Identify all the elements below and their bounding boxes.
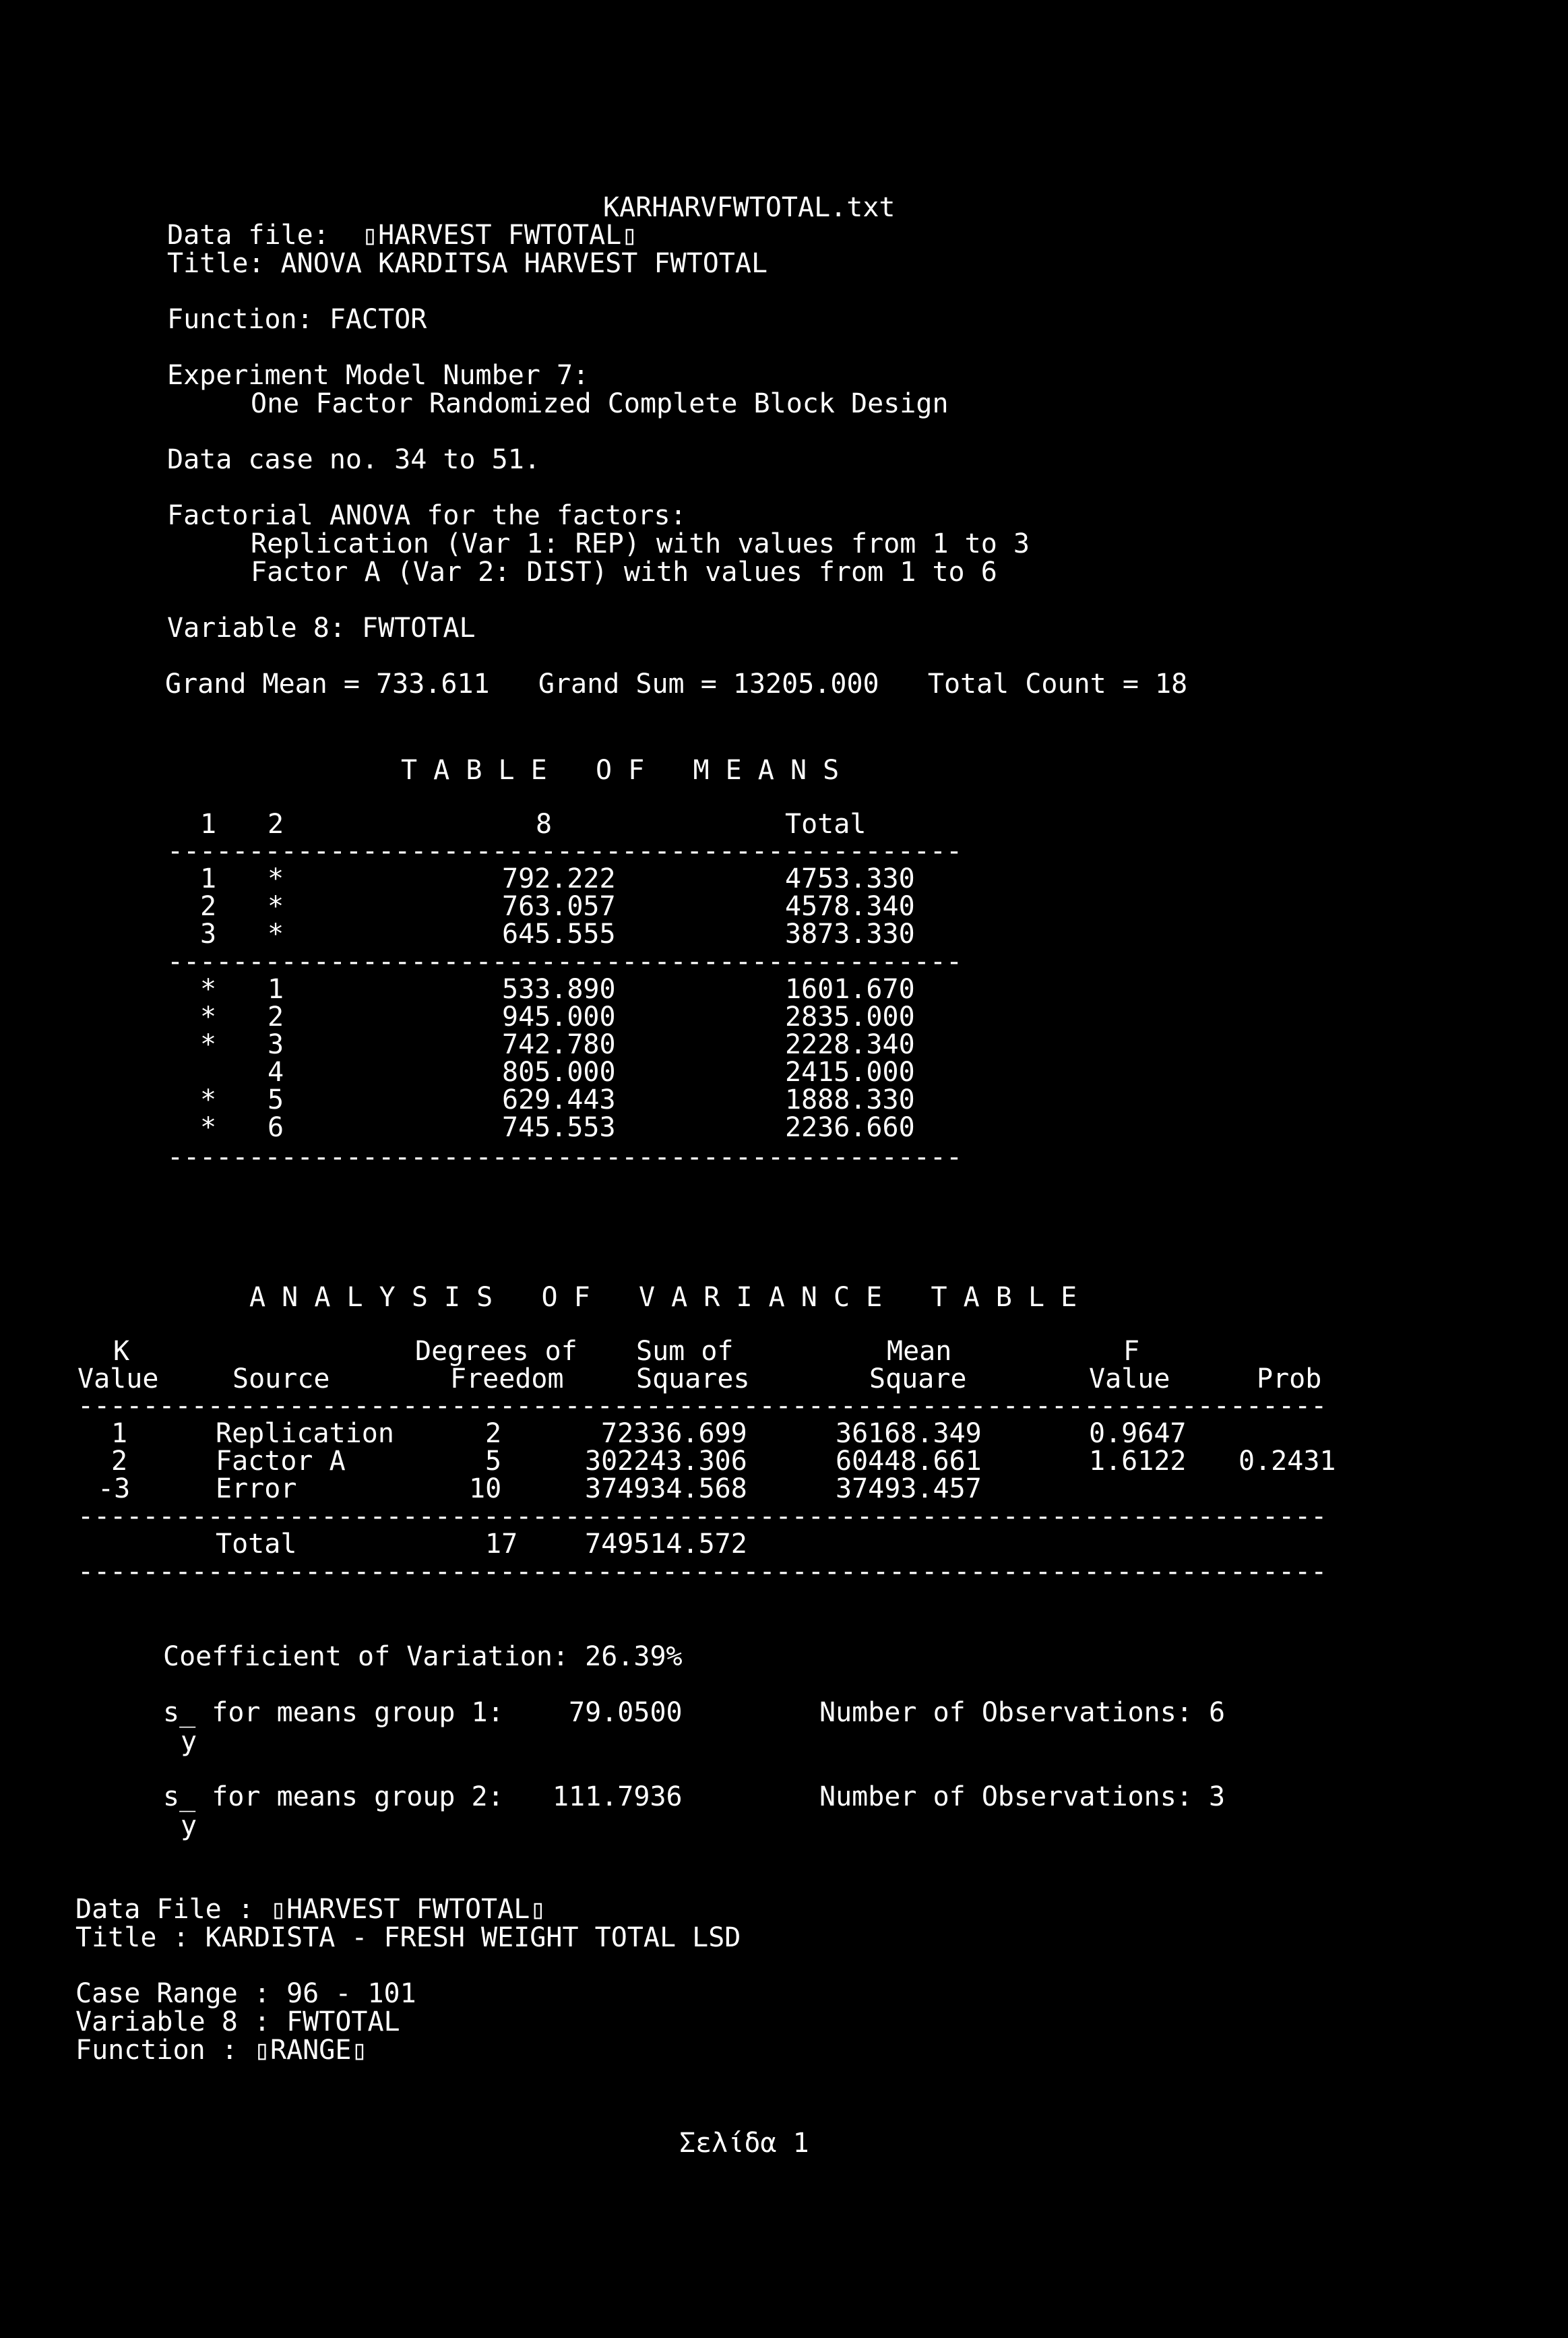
means-cell: 4 (268, 1057, 284, 1088)
means-cell: 3 (200, 919, 217, 950)
footer-case-range: Case Range : 96 - 101 (75, 1978, 416, 2009)
anova-total-df: 17 (485, 1529, 518, 1560)
means-cell: 2 (268, 1002, 284, 1033)
obs-group-2: Number of Observations: 3 (819, 1781, 1226, 1812)
anova-total-label: Total (216, 1529, 297, 1560)
anova-table-title: A N A L Y S I S O F V A R I A N C E T A B L E (249, 1282, 1077, 1313)
data-file-line: Data file: ▯HARVEST FWTOTAL▯ (167, 220, 638, 251)
s-group-1: s_ for means group 1: 79.0500 (163, 1697, 683, 1728)
means-cell: * (200, 974, 217, 1005)
means-cell: 2228.340 (785, 1029, 915, 1060)
means-col-1: 1 (200, 809, 217, 840)
anova-total-ss: 749514.572 (585, 1529, 747, 1560)
means-cell: * (200, 1112, 217, 1143)
anova-header-value: Value (77, 1363, 159, 1394)
anova-cell: 5 (485, 1446, 502, 1477)
anova-header-square: Square (869, 1363, 967, 1394)
means-cell: 1 (200, 863, 217, 894)
footer-function: Function : ▯RANGE▯ (75, 2035, 368, 2066)
divider: ------------------------------------------------- (167, 946, 963, 977)
means-col-2: 2 (268, 809, 284, 840)
means-cell: 629.443 (502, 1084, 616, 1115)
anova-cell: 72336.699 (601, 1418, 747, 1449)
factor-1-line: Replication (Var 1: REP) with values from 1 to 3 (251, 528, 1030, 559)
anova-cell: Error (216, 1473, 297, 1504)
anova-header-mean: Mean (887, 1336, 952, 1367)
obs-group-1: Number of Observations: 6 (819, 1697, 1226, 1728)
anova-cell: 10 (469, 1473, 502, 1504)
anova-cell: 1.6122 (1089, 1446, 1187, 1477)
anova-header-squares: Squares (636, 1363, 750, 1394)
divider: ----------------------------------------------------------------------------- (77, 1556, 1327, 1587)
means-cell: * (200, 1029, 217, 1060)
grand-stats-line: Grand Mean = 733.611 Grand Sum = 13205.000 Total Count = 18 (165, 669, 1188, 700)
divider: ------------------------------------------------- (167, 1142, 963, 1173)
means-cell: 3 (268, 1029, 284, 1060)
case-line: Data case no. 34 to 51. (167, 444, 540, 475)
factorial-line: Factorial ANOVA for the factors: (167, 500, 687, 531)
means-cell: 1888.330 (785, 1084, 915, 1115)
means-cell: * (268, 863, 284, 894)
filename-heading: KARHARVFWTOTAL.txt (603, 192, 896, 223)
anova-cell: 37493.457 (836, 1473, 982, 1504)
subscript-y-2: y (181, 1810, 197, 1841)
footer-data-file: Data File : ▯HARVEST FWTOTAL▯ (75, 1894, 546, 1925)
means-col-total: Total (785, 809, 867, 840)
model-line: Experiment Model Number 7: (167, 360, 590, 391)
means-cell: 1601.670 (785, 974, 915, 1005)
divider: ----------------------------------------------------------------------------- (77, 1390, 1327, 1421)
anova-cell: -3 (98, 1473, 131, 1504)
anova-header-freedom: Freedom (450, 1363, 564, 1394)
means-cell: 2835.000 (785, 1002, 915, 1033)
means-cell: 2 (200, 891, 217, 922)
divider: ----------------------------------------------------------------------------- (77, 1501, 1327, 1532)
means-cell: * (200, 1002, 217, 1033)
means-col-8: 8 (536, 809, 553, 840)
anova-cell: Replication (216, 1418, 394, 1449)
means-cell: 2415.000 (785, 1057, 915, 1088)
anova-header-f: F (1123, 1336, 1140, 1367)
divider: ------------------------------------------------- (167, 836, 963, 867)
anova-cell: 60448.661 (836, 1446, 982, 1477)
factor-2-line: Factor A (Var 2: DIST) with values from 1 to 6 (251, 557, 997, 588)
anova-cell: 1 (111, 1418, 128, 1449)
anova-cell: 302243.306 (585, 1446, 747, 1477)
anova-header-fvalue: Value (1089, 1363, 1170, 1394)
means-cell: 3873.330 (785, 919, 915, 950)
anova-cell: 36168.349 (836, 1418, 982, 1449)
anova-cell: 2 (111, 1446, 128, 1477)
coefficient-of-variation: Coefficient of Variation: 26.39% (163, 1641, 683, 1672)
means-cell: 745.553 (502, 1112, 616, 1143)
means-cell: 533.890 (502, 974, 616, 1005)
title-line: Title: ANOVA KARDITSA HARVEST FWTOTAL (167, 248, 768, 279)
variable-line: Variable 8: FWTOTAL (167, 613, 476, 644)
means-cell: 763.057 (502, 891, 616, 922)
means-cell: 2236.660 (785, 1112, 915, 1143)
means-cell: 1 (268, 974, 284, 1005)
page-number: Σελίδα 1 (679, 2128, 809, 2159)
anova-cell: 374934.568 (585, 1473, 747, 1504)
means-cell: * (268, 919, 284, 950)
means-cell: 742.780 (502, 1029, 616, 1060)
means-cell: * (200, 1084, 217, 1115)
means-cell: 4753.330 (785, 863, 915, 894)
means-cell: 645.555 (502, 919, 616, 950)
anova-header-degrees: Degrees of (415, 1336, 577, 1367)
anova-cell: 2 (485, 1418, 502, 1449)
means-cell: 4578.340 (785, 891, 915, 922)
means-cell: 805.000 (502, 1057, 616, 1088)
anova-header-sum: Sum of (636, 1336, 734, 1367)
function-line: Function: FACTOR (167, 304, 427, 335)
anova-cell: Factor A (216, 1446, 346, 1477)
anova-header-k: K (113, 1336, 130, 1367)
subscript-y-1: y (181, 1726, 197, 1757)
footer-title: Title : KARDISTA - FRESH WEIGHT TOTAL LSD (75, 1922, 741, 1953)
means-table-title: T A B L E O F M E A N S (401, 755, 840, 786)
means-cell: 6 (268, 1112, 284, 1143)
anova-header-prob: Prob (1257, 1363, 1322, 1394)
anova-cell: 0.2431 (1238, 1446, 1336, 1477)
anova-cell: 0.9647 (1089, 1418, 1187, 1449)
means-cell: 792.222 (502, 863, 616, 894)
means-cell: 5 (268, 1084, 284, 1115)
design-line: One Factor Randomized Complete Block Design (251, 388, 949, 419)
means-cell: * (268, 891, 284, 922)
s-group-2: s_ for means group 2: 111.7936 (163, 1781, 683, 1812)
means-cell: 945.000 (502, 1002, 616, 1033)
anova-header-source: Source (232, 1363, 330, 1394)
footer-variable: Variable 8 : FWTOTAL (75, 2006, 400, 2037)
